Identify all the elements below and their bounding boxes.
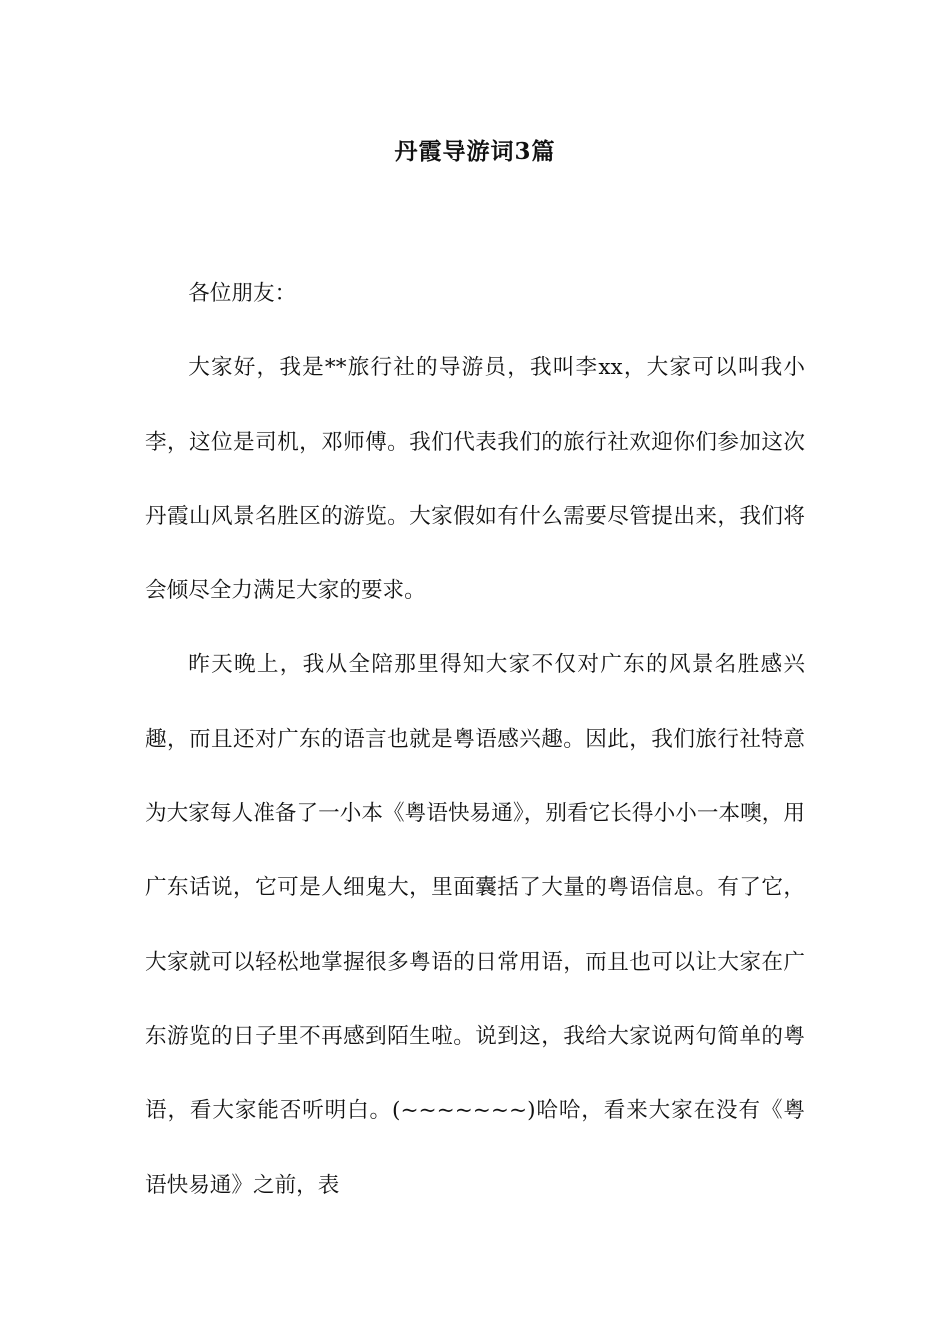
document-title: 丹霞导游词3篇 <box>394 138 556 165</box>
paragraph-cantonese-guide: 昨天晚上，我从全陪那里得知大家不仅对广东的风景名胜感兴趣，而且还对广东的语言也就是粤语感兴趣。因此，我们旅行社特意为大家每人准备了一小本《粤语快易通》，别看它长得小小一本噢，用广东话说，它可是人细鬼大，里面囊括了大量的粤语信息。有了它，大家就可以轻松地掌握很多粤语的日常用语，而且也可以让大家在广东游览的日子里不再感到陌生啦。说到这，我给大家说两句简单的粤语，看大家能否听明白。(~~~~~~~)哈哈，看来大家在没有《粤语快易通》之前，表 <box>145 652 805 1198</box>
paragraph-greeting: 各位朋友： <box>188 281 297 306</box>
paragraph-introduction: 大家好，我是**旅行社的导游员，我叫李xx，大家可以叫我小李，这位是司机，邓师傅。我们代表我们的旅行社欢迎你们参加这次丹霞山风景名胜区的游览。大家假如有什么需要尽管提出来，我们将会倾尽全力满足大家的要求。 <box>145 355 805 604</box>
document-body <box>145 257 805 1223</box>
